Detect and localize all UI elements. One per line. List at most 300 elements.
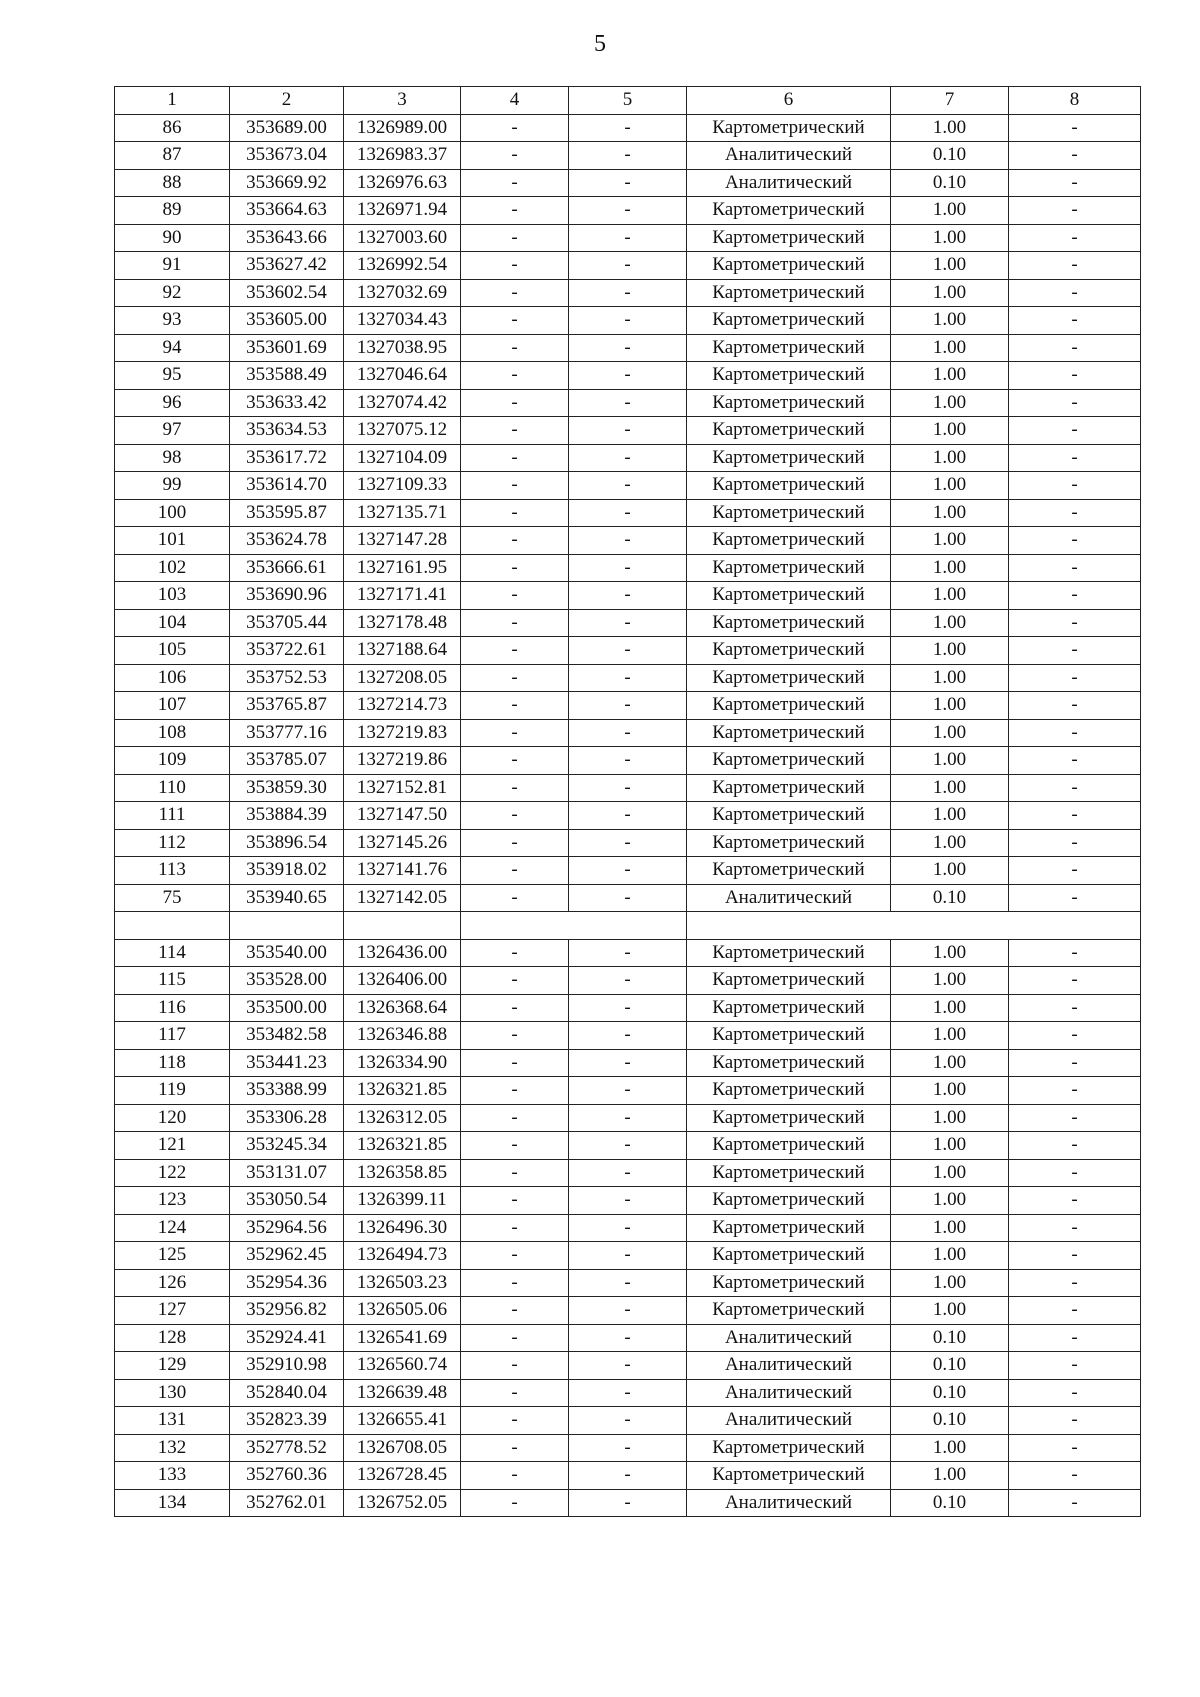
col8-value-cell: - <box>1009 417 1141 445</box>
col4-value-cell: - <box>461 197 569 225</box>
table-header-row <box>115 87 1141 115</box>
x-coordinate-cell: 352823.39 <box>230 1407 344 1435</box>
col8-value-cell: - <box>1009 1077 1141 1105</box>
x-coordinate-cell: 353441.23 <box>230 1049 344 1077</box>
accuracy-cell: 1.00 <box>891 609 1009 637</box>
y-coordinate-cell: 1326971.94 <box>344 197 461 225</box>
col5-value-cell: - <box>569 719 687 747</box>
x-coordinate-cell: 353633.42 <box>230 389 344 417</box>
table-row <box>115 1049 1141 1077</box>
table-row <box>115 1187 1141 1215</box>
col5-value-cell: - <box>569 334 687 362</box>
header-cell: 4 <box>461 87 569 115</box>
col5-value-cell: - <box>569 747 687 775</box>
point-number-cell: 133 <box>115 1462 230 1490</box>
y-coordinate-cell: 1327208.05 <box>344 664 461 692</box>
method-cell: Картометрический <box>687 444 891 472</box>
table-row <box>115 774 1141 802</box>
header-cell: 6 <box>687 87 891 115</box>
accuracy-cell: 1.00 <box>891 582 1009 610</box>
y-coordinate-cell: 1327034.43 <box>344 307 461 335</box>
col4-value-cell: - <box>461 582 569 610</box>
col5-value-cell: - <box>569 1379 687 1407</box>
method-cell: Картометрический <box>687 1269 891 1297</box>
method-cell: Картометрический <box>687 1187 891 1215</box>
method-cell: Картометрический <box>687 939 891 967</box>
y-coordinate-cell: 1327075.12 <box>344 417 461 445</box>
accuracy-cell: 1.00 <box>891 499 1009 527</box>
col4-value-cell: - <box>461 472 569 500</box>
accuracy-cell: 0.10 <box>891 1407 1009 1435</box>
method-cell: Картометрический <box>687 197 891 225</box>
col5-value-cell: - <box>569 1352 687 1380</box>
x-coordinate-cell: 353634.53 <box>230 417 344 445</box>
x-coordinate-cell: 353669.92 <box>230 169 344 197</box>
col5-value-cell: - <box>569 554 687 582</box>
col4-value-cell: - <box>461 802 569 830</box>
col5-value-cell: - <box>569 1187 687 1215</box>
y-coordinate-cell: 1327109.33 <box>344 472 461 500</box>
col8-value-cell: - <box>1009 1489 1141 1517</box>
table-row <box>115 637 1141 665</box>
col8-value-cell: - <box>1009 307 1141 335</box>
point-number-cell: 125 <box>115 1242 230 1270</box>
y-coordinate-cell: 1326752.05 <box>344 1489 461 1517</box>
col4-value-cell: - <box>461 499 569 527</box>
col4-value-cell: - <box>461 114 569 142</box>
col8-value-cell: - <box>1009 1269 1141 1297</box>
y-coordinate-cell: 1326728.45 <box>344 1462 461 1490</box>
accuracy-cell: 1.00 <box>891 197 1009 225</box>
col5-value-cell: - <box>569 1022 687 1050</box>
table-row <box>115 444 1141 472</box>
method-cell: Картометрический <box>687 609 891 637</box>
x-coordinate-cell: 353859.30 <box>230 774 344 802</box>
y-coordinate-cell: 1326541.69 <box>344 1324 461 1352</box>
point-number-cell: 117 <box>115 1022 230 1050</box>
x-coordinate-cell: 353131.07 <box>230 1159 344 1187</box>
point-number-cell: 100 <box>115 499 230 527</box>
col8-value-cell: - <box>1009 444 1141 472</box>
method-cell: Картометрический <box>687 472 891 500</box>
method-cell: Картометрический <box>687 307 891 335</box>
col5-value-cell: - <box>569 1242 687 1270</box>
x-coordinate-cell: 352956.82 <box>230 1297 344 1325</box>
point-number-cell: 115 <box>115 967 230 995</box>
accuracy-cell: 1.00 <box>891 417 1009 445</box>
header-cell: 7 <box>891 87 1009 115</box>
col8-value-cell: - <box>1009 169 1141 197</box>
col8-value-cell: - <box>1009 664 1141 692</box>
empty-cell <box>344 912 461 940</box>
accuracy-cell: 1.00 <box>891 1297 1009 1325</box>
method-cell: Картометрический <box>687 1214 891 1242</box>
y-coordinate-cell: 1326992.54 <box>344 252 461 280</box>
method-cell: Картометрический <box>687 114 891 142</box>
accuracy-cell: 0.10 <box>891 1489 1009 1517</box>
point-number-cell: 120 <box>115 1104 230 1132</box>
accuracy-cell: 1.00 <box>891 1269 1009 1297</box>
point-number-cell: 134 <box>115 1489 230 1517</box>
coordinates-table <box>114 86 1141 1517</box>
x-coordinate-cell: 353602.54 <box>230 279 344 307</box>
method-cell: Картометрический <box>687 802 891 830</box>
table-row <box>115 1379 1141 1407</box>
method-cell: Картометрический <box>687 664 891 692</box>
col4-value-cell: - <box>461 774 569 802</box>
col8-value-cell: - <box>1009 1022 1141 1050</box>
y-coordinate-cell: 1326655.41 <box>344 1407 461 1435</box>
accuracy-cell: 1.00 <box>891 114 1009 142</box>
col5-value-cell: - <box>569 1132 687 1160</box>
table-row <box>115 1434 1141 1462</box>
col5-value-cell: - <box>569 142 687 170</box>
col8-value-cell: - <box>1009 637 1141 665</box>
y-coordinate-cell: 1327141.76 <box>344 857 461 885</box>
y-coordinate-cell: 1326358.85 <box>344 1159 461 1187</box>
point-number-cell: 88 <box>115 169 230 197</box>
accuracy-cell: 1.00 <box>891 1159 1009 1187</box>
accuracy-cell: 1.00 <box>891 692 1009 720</box>
y-coordinate-cell: 1326496.30 <box>344 1214 461 1242</box>
col4-value-cell: - <box>461 719 569 747</box>
point-number-cell: 106 <box>115 664 230 692</box>
y-coordinate-cell: 1326406.00 <box>344 967 461 995</box>
col8-value-cell: - <box>1009 334 1141 362</box>
page-number: 5 <box>594 31 606 57</box>
col8-value-cell: - <box>1009 362 1141 390</box>
col5-value-cell: - <box>569 499 687 527</box>
point-number-cell: 103 <box>115 582 230 610</box>
x-coordinate-cell: 353643.66 <box>230 224 344 252</box>
x-coordinate-cell: 353482.58 <box>230 1022 344 1050</box>
col5-value-cell: - <box>569 444 687 472</box>
accuracy-cell: 1.00 <box>891 362 1009 390</box>
method-cell: Картометрический <box>687 1462 891 1490</box>
col4-value-cell: - <box>461 444 569 472</box>
point-number-cell: 97 <box>115 417 230 445</box>
method-cell: Картометрический <box>687 967 891 995</box>
y-coordinate-cell: 1327214.73 <box>344 692 461 720</box>
method-cell: Картометрический <box>687 279 891 307</box>
x-coordinate-cell: 353605.00 <box>230 307 344 335</box>
method-cell: Аналитический <box>687 1324 891 1352</box>
y-coordinate-cell: 1326321.85 <box>344 1132 461 1160</box>
table-row <box>115 334 1141 362</box>
accuracy-cell: 1.00 <box>891 747 1009 775</box>
y-coordinate-cell: 1326321.85 <box>344 1077 461 1105</box>
header-cell: 8 <box>1009 87 1141 115</box>
col5-value-cell: - <box>569 967 687 995</box>
col5-value-cell: - <box>569 114 687 142</box>
table-row <box>115 1407 1141 1435</box>
table-row <box>115 1352 1141 1380</box>
point-number-cell: 86 <box>115 114 230 142</box>
col5-value-cell: - <box>569 1104 687 1132</box>
table-row <box>115 1159 1141 1187</box>
y-coordinate-cell: 1327135.71 <box>344 499 461 527</box>
x-coordinate-cell: 352840.04 <box>230 1379 344 1407</box>
y-coordinate-cell: 1327171.41 <box>344 582 461 610</box>
x-coordinate-cell: 353528.00 <box>230 967 344 995</box>
point-number-cell: 101 <box>115 527 230 555</box>
table-row <box>115 1214 1141 1242</box>
point-number-cell: 99 <box>115 472 230 500</box>
y-coordinate-cell: 1326560.74 <box>344 1352 461 1380</box>
accuracy-cell: 0.10 <box>891 142 1009 170</box>
col8-value-cell: - <box>1009 554 1141 582</box>
empty-cell <box>687 912 1141 940</box>
col5-value-cell: - <box>569 1297 687 1325</box>
table-row <box>115 939 1141 967</box>
empty-cell <box>461 912 687 940</box>
y-coordinate-cell: 1327219.86 <box>344 747 461 775</box>
col8-value-cell: - <box>1009 692 1141 720</box>
x-coordinate-cell: 353614.70 <box>230 472 344 500</box>
col5-value-cell: - <box>569 1324 687 1352</box>
table-row <box>115 527 1141 555</box>
x-coordinate-cell: 353940.65 <box>230 884 344 912</box>
y-coordinate-cell: 1327178.48 <box>344 609 461 637</box>
col8-value-cell: - <box>1009 1187 1141 1215</box>
y-coordinate-cell: 1326503.23 <box>344 1269 461 1297</box>
point-number-cell: 124 <box>115 1214 230 1242</box>
x-coordinate-cell: 352778.52 <box>230 1434 344 1462</box>
table-row <box>115 1297 1141 1325</box>
accuracy-cell: 0.10 <box>891 1379 1009 1407</box>
accuracy-cell: 1.00 <box>891 1049 1009 1077</box>
point-number-cell: 93 <box>115 307 230 335</box>
table-row <box>115 857 1141 885</box>
point-number-cell: 129 <box>115 1352 230 1380</box>
y-coordinate-cell: 1326976.63 <box>344 169 461 197</box>
y-coordinate-cell: 1327219.83 <box>344 719 461 747</box>
table-row <box>115 967 1141 995</box>
method-cell: Картометрический <box>687 527 891 555</box>
y-coordinate-cell: 1327046.64 <box>344 362 461 390</box>
accuracy-cell: 1.00 <box>891 1462 1009 1490</box>
col8-value-cell: - <box>1009 1379 1141 1407</box>
col5-value-cell: - <box>569 279 687 307</box>
method-cell: Картометрический <box>687 334 891 362</box>
col8-value-cell: - <box>1009 719 1141 747</box>
col8-value-cell: - <box>1009 747 1141 775</box>
accuracy-cell: 1.00 <box>891 664 1009 692</box>
col4-value-cell: - <box>461 224 569 252</box>
col5-value-cell: - <box>569 994 687 1022</box>
y-coordinate-cell: 1327145.26 <box>344 829 461 857</box>
method-cell: Аналитический <box>687 169 891 197</box>
table-row <box>115 747 1141 775</box>
table-row <box>115 1489 1141 1517</box>
y-coordinate-cell: 1326334.90 <box>344 1049 461 1077</box>
x-coordinate-cell: 353765.87 <box>230 692 344 720</box>
table-row <box>115 1077 1141 1105</box>
table-row <box>115 719 1141 747</box>
col8-value-cell: - <box>1009 1132 1141 1160</box>
x-coordinate-cell: 353245.34 <box>230 1132 344 1160</box>
accuracy-cell: 1.00 <box>891 774 1009 802</box>
method-cell: Аналитический <box>687 1379 891 1407</box>
method-cell: Аналитический <box>687 1352 891 1380</box>
method-cell: Картометрический <box>687 1022 891 1050</box>
point-number-cell: 121 <box>115 1132 230 1160</box>
col8-value-cell: - <box>1009 1104 1141 1132</box>
table-row <box>115 362 1141 390</box>
method-cell: Картометрический <box>687 1434 891 1462</box>
x-coordinate-cell: 352910.98 <box>230 1352 344 1380</box>
y-coordinate-cell: 1326989.00 <box>344 114 461 142</box>
col4-value-cell: - <box>461 829 569 857</box>
x-coordinate-cell: 353050.54 <box>230 1187 344 1215</box>
table-row <box>115 994 1141 1022</box>
method-cell: Картометрический <box>687 554 891 582</box>
col4-value-cell: - <box>461 169 569 197</box>
x-coordinate-cell: 353617.72 <box>230 444 344 472</box>
separator-row <box>115 912 1141 940</box>
table-row <box>115 1324 1141 1352</box>
point-number-cell: 116 <box>115 994 230 1022</box>
table-row <box>115 582 1141 610</box>
accuracy-cell: 1.00 <box>891 1022 1009 1050</box>
point-number-cell: 128 <box>115 1324 230 1352</box>
col5-value-cell: - <box>569 362 687 390</box>
method-cell: Картометрический <box>687 1159 891 1187</box>
col4-value-cell: - <box>461 417 569 445</box>
col8-value-cell: - <box>1009 857 1141 885</box>
method-cell: Аналитический <box>687 1407 891 1435</box>
accuracy-cell: 1.00 <box>891 307 1009 335</box>
col4-value-cell: - <box>461 362 569 390</box>
col4-value-cell: - <box>461 1077 569 1105</box>
col8-value-cell: - <box>1009 1159 1141 1187</box>
accuracy-cell: 1.00 <box>891 1242 1009 1270</box>
y-coordinate-cell: 1326708.05 <box>344 1434 461 1462</box>
point-number-cell: 98 <box>115 444 230 472</box>
accuracy-cell: 0.10 <box>891 1352 1009 1380</box>
col5-value-cell: - <box>569 582 687 610</box>
method-cell: Картометрический <box>687 499 891 527</box>
x-coordinate-cell: 353500.00 <box>230 994 344 1022</box>
header-cell: 5 <box>569 87 687 115</box>
y-coordinate-cell: 1327032.69 <box>344 279 461 307</box>
col8-value-cell: - <box>1009 527 1141 555</box>
method-cell: Картометрический <box>687 252 891 280</box>
accuracy-cell: 1.00 <box>891 279 1009 307</box>
table-row <box>115 224 1141 252</box>
col5-value-cell: - <box>569 1462 687 1490</box>
y-coordinate-cell: 1327104.09 <box>344 444 461 472</box>
y-coordinate-cell: 1326436.00 <box>344 939 461 967</box>
col4-value-cell: - <box>461 1242 569 1270</box>
method-cell: Картометрический <box>687 829 891 857</box>
col8-value-cell: - <box>1009 197 1141 225</box>
col4-value-cell: - <box>461 1104 569 1132</box>
method-cell: Картометрический <box>687 1297 891 1325</box>
accuracy-cell: 0.10 <box>891 1324 1009 1352</box>
x-coordinate-cell: 352760.36 <box>230 1462 344 1490</box>
col8-value-cell: - <box>1009 774 1141 802</box>
table-row <box>115 472 1141 500</box>
point-number-cell: 95 <box>115 362 230 390</box>
col8-value-cell: - <box>1009 114 1141 142</box>
x-coordinate-cell: 353722.61 <box>230 637 344 665</box>
method-cell: Аналитический <box>687 884 891 912</box>
col5-value-cell: - <box>569 527 687 555</box>
method-cell: Картометрический <box>687 362 891 390</box>
col4-value-cell: - <box>461 1379 569 1407</box>
col8-value-cell: - <box>1009 939 1141 967</box>
point-number-cell: 132 <box>115 1434 230 1462</box>
accuracy-cell: 1.00 <box>891 334 1009 362</box>
accuracy-cell: 1.00 <box>891 1104 1009 1132</box>
col5-value-cell: - <box>569 307 687 335</box>
accuracy-cell: 0.10 <box>891 884 1009 912</box>
point-number-cell: 119 <box>115 1077 230 1105</box>
method-cell: Картометрический <box>687 224 891 252</box>
col5-value-cell: - <box>569 664 687 692</box>
method-cell: Картометрический <box>687 1242 891 1270</box>
table-row <box>115 829 1141 857</box>
y-coordinate-cell: 1326639.48 <box>344 1379 461 1407</box>
point-number-cell: 110 <box>115 774 230 802</box>
accuracy-cell: 1.00 <box>891 224 1009 252</box>
table-body <box>115 87 1141 1517</box>
col4-value-cell: - <box>461 609 569 637</box>
method-cell: Картометрический <box>687 1132 891 1160</box>
col4-value-cell: - <box>461 252 569 280</box>
y-coordinate-cell: 1327003.60 <box>344 224 461 252</box>
col8-value-cell: - <box>1009 967 1141 995</box>
accuracy-cell: 1.00 <box>891 444 1009 472</box>
header-cell: 3 <box>344 87 461 115</box>
method-cell: Картометрический <box>687 747 891 775</box>
table-row <box>115 279 1141 307</box>
col8-value-cell: - <box>1009 829 1141 857</box>
method-cell: Картометрический <box>687 719 891 747</box>
x-coordinate-cell: 353785.07 <box>230 747 344 775</box>
y-coordinate-cell: 1326399.11 <box>344 1187 461 1215</box>
col4-value-cell: - <box>461 884 569 912</box>
y-coordinate-cell: 1327188.64 <box>344 637 461 665</box>
col4-value-cell: - <box>461 527 569 555</box>
accuracy-cell: 1.00 <box>891 252 1009 280</box>
x-coordinate-cell: 353540.00 <box>230 939 344 967</box>
method-cell: Картометрический <box>687 1049 891 1077</box>
accuracy-cell: 1.00 <box>891 829 1009 857</box>
x-coordinate-cell: 353595.87 <box>230 499 344 527</box>
col4-value-cell: - <box>461 637 569 665</box>
col5-value-cell: - <box>569 939 687 967</box>
col4-value-cell: - <box>461 1187 569 1215</box>
point-number-cell: 109 <box>115 747 230 775</box>
col5-value-cell: - <box>569 884 687 912</box>
y-coordinate-cell: 1326505.06 <box>344 1297 461 1325</box>
point-number-cell: 89 <box>115 197 230 225</box>
col4-value-cell: - <box>461 554 569 582</box>
table-row <box>115 389 1141 417</box>
method-cell: Аналитический <box>687 1489 891 1517</box>
table-row <box>115 1462 1141 1490</box>
col5-value-cell: - <box>569 1049 687 1077</box>
col8-value-cell: - <box>1009 499 1141 527</box>
accuracy-cell: 1.00 <box>891 939 1009 967</box>
table-row <box>115 252 1141 280</box>
col4-value-cell: - <box>461 1324 569 1352</box>
col5-value-cell: - <box>569 774 687 802</box>
accuracy-cell: 1.00 <box>891 1434 1009 1462</box>
accuracy-cell: 1.00 <box>891 994 1009 1022</box>
